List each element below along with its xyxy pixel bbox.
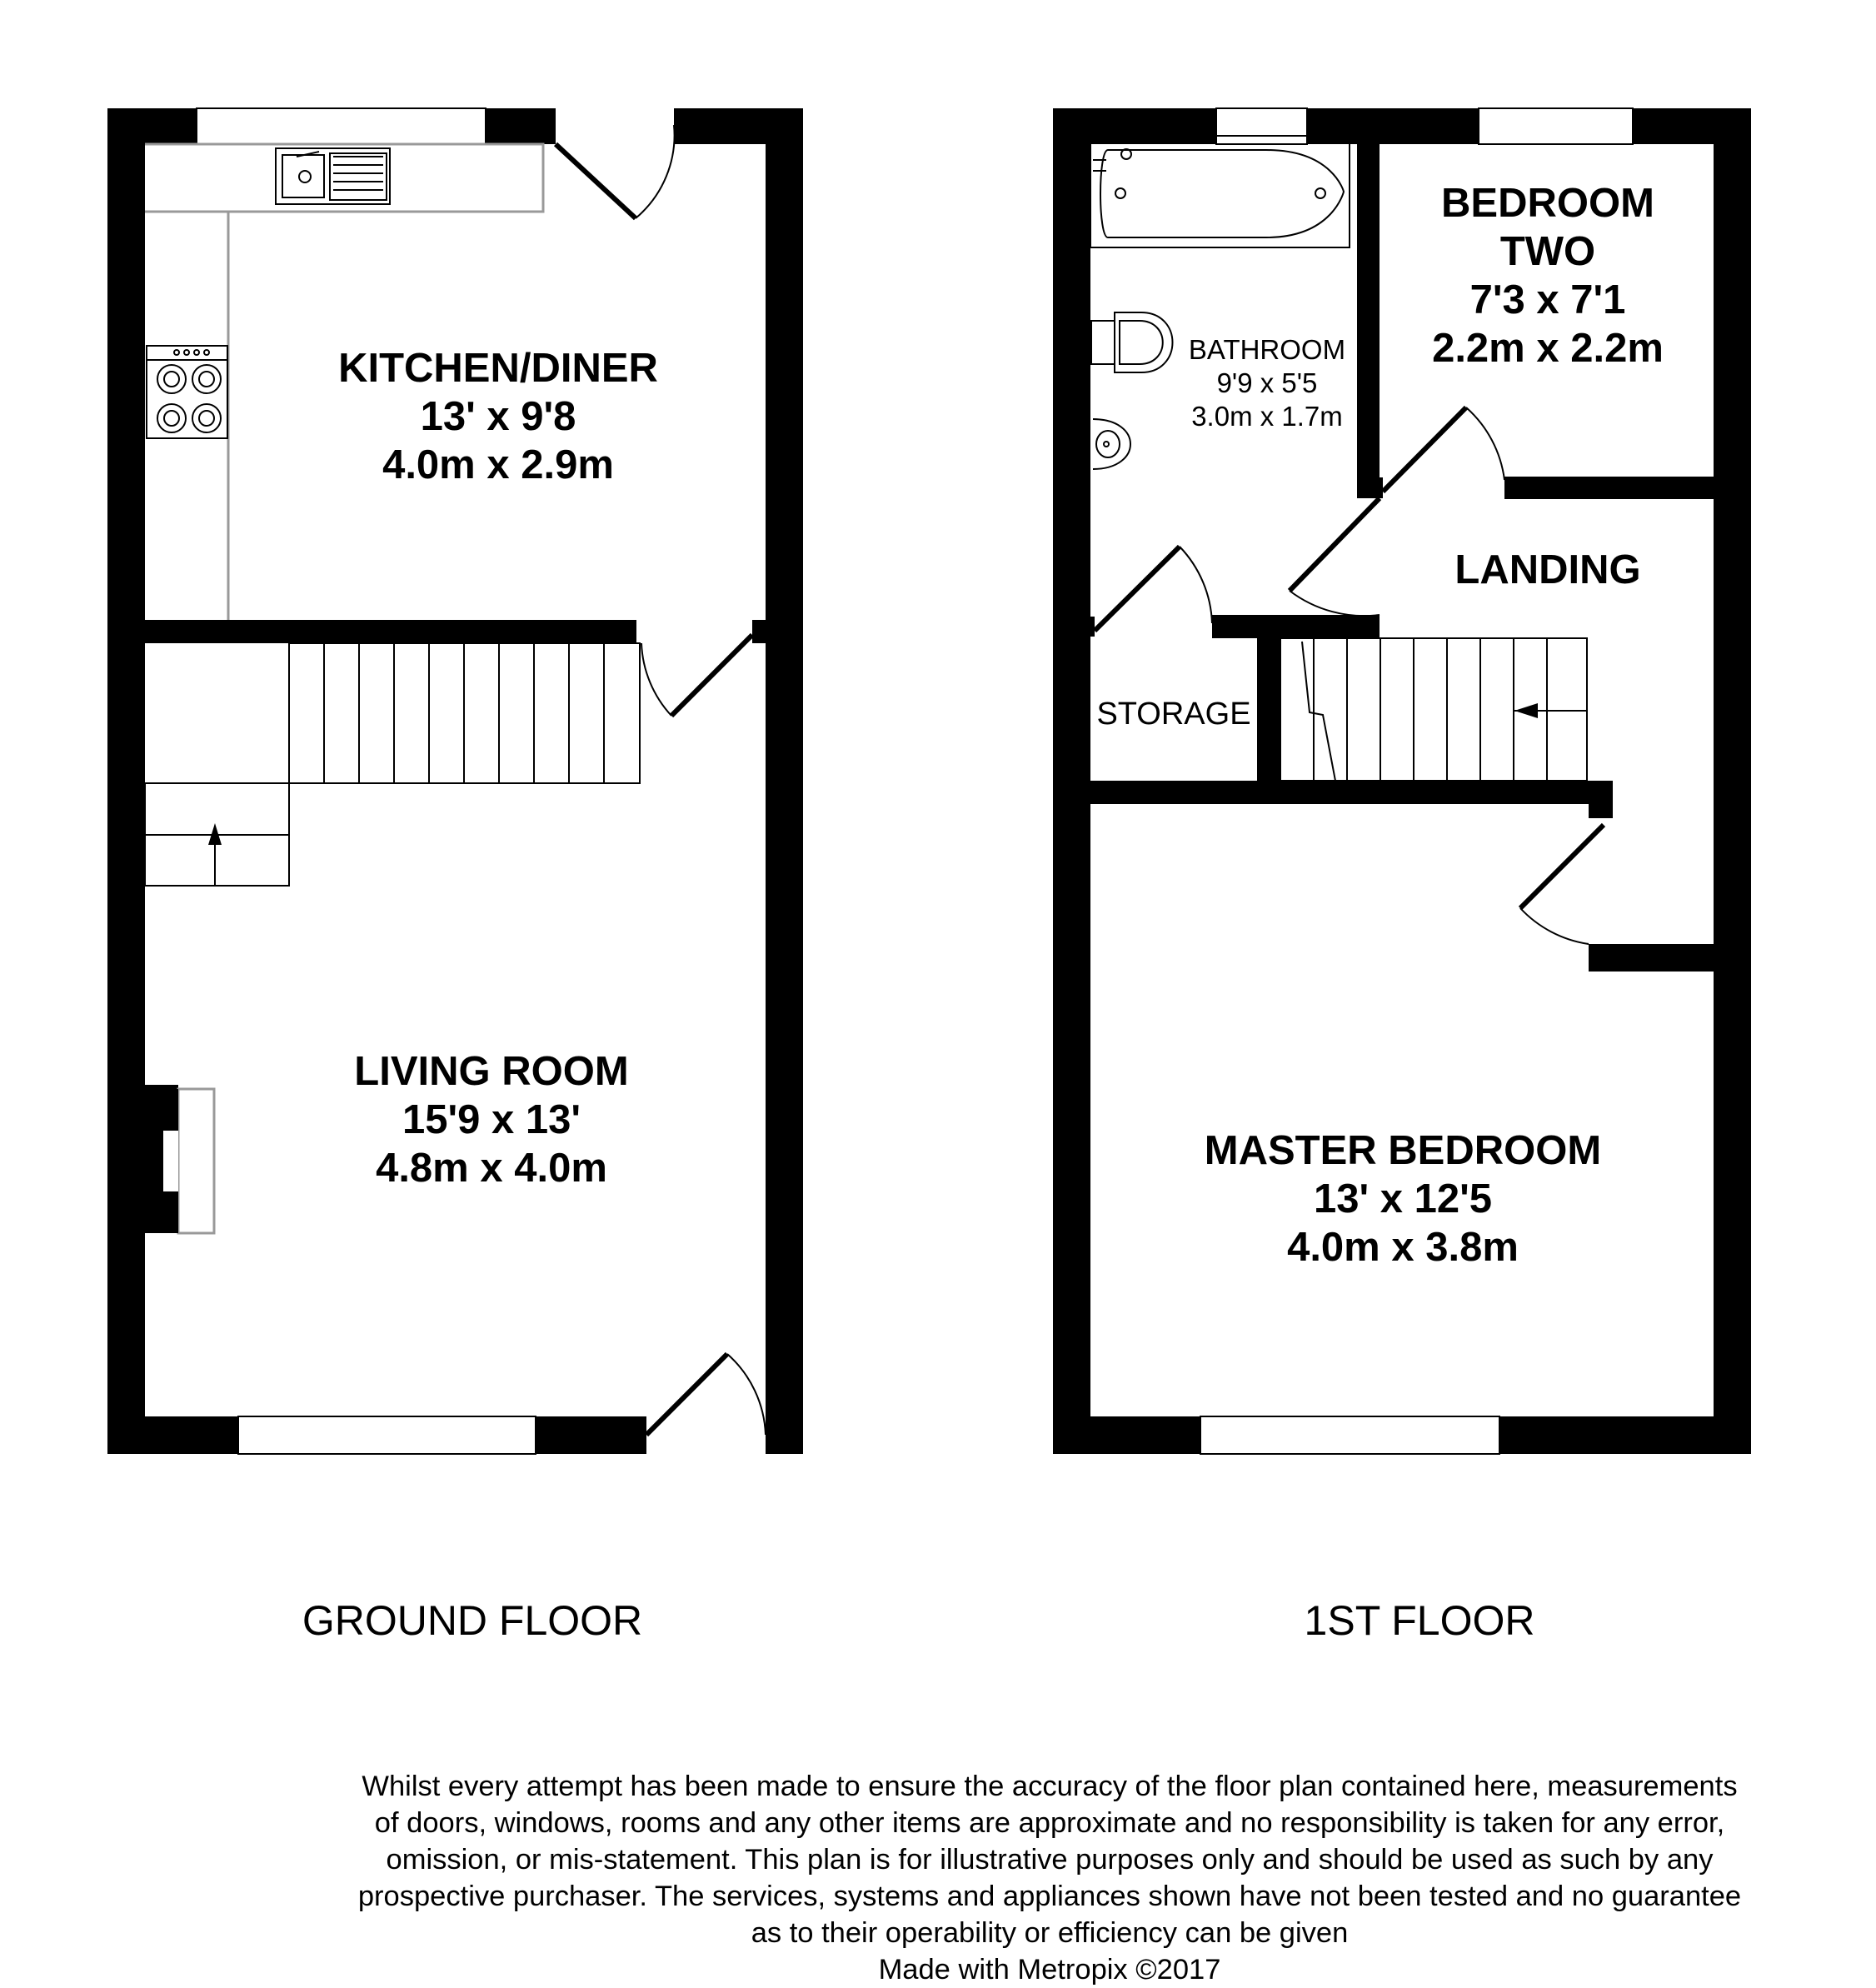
fireplace-icon [178, 1089, 214, 1233]
bedroom-two-window [1479, 108, 1633, 144]
kitchen-window [197, 108, 486, 144]
bedroom-two-door-icon [1383, 407, 1504, 492]
bathroom-window [1216, 108, 1307, 144]
master-bedroom-metric: 4.0m x 3.8m [1287, 1225, 1519, 1270]
disclaimer [267, 1768, 1833, 1988]
kitchen-door-icon [556, 125, 675, 218]
bedroom-two-metric: 2.2m x 2.2m [1432, 326, 1664, 371]
bedroom-two-name-line2: TWO [1499, 229, 1596, 274]
toilet-icon [1091, 312, 1173, 372]
master-bedroom-window [1200, 1416, 1499, 1454]
kitchen-name: KITCHEN/DINER [338, 346, 658, 391]
living-room-imperial: 15'9 x 13' [402, 1097, 581, 1142]
living-room-metric: 4.8m x 4.0m [376, 1146, 607, 1191]
master-bedroom-door-icon [1520, 825, 1604, 944]
first-floor-staircase [1280, 638, 1587, 781]
disclaimer-line: prospective purchaser. The services, systems and appliances shown have not been tested and no guarantee [357, 1881, 1742, 1912]
basin-icon [1093, 419, 1130, 469]
kitchen-metric: 4.0m x 2.9m [382, 442, 614, 487]
front-door-icon [646, 1354, 766, 1435]
landing-name: LANDING [1454, 547, 1641, 592]
bedroom-two-name-line1: BEDROOM [1441, 181, 1654, 226]
storage-door-icon [1095, 547, 1212, 631]
chimney-breast [145, 1089, 178, 1233]
first-floor-title: 1ST FLOOR [1304, 1597, 1535, 1644]
disclaimer-line: omission, or mis-statement. This plan is for illustrative purposes only and should be used as such by any [386, 1844, 1714, 1876]
metropix-credit: Made with Metropix ©2017 [878, 1954, 1221, 1986]
bathroom-metric: 3.0m x 1.7m [1191, 401, 1343, 432]
ground-floor-windows [197, 108, 536, 1454]
master-bedroom-name: MASTER BEDROOM [1204, 1128, 1602, 1173]
kitchen-imperial: 13' x 9'8 [420, 394, 576, 439]
living-room-name: LIVING ROOM [354, 1049, 629, 1094]
bathroom-name: BATHROOM [1188, 334, 1346, 365]
bedroom-two-imperial: 7'3 x 7'1 [1469, 277, 1626, 322]
storage-name: STORAGE [1096, 697, 1251, 732]
disclaimer-line: of doors, windows, rooms and any other items are approximate and no responsibility is taken for any error, [374, 1807, 1725, 1839]
master-bedroom-imperial: 13' x 12'5 [1313, 1176, 1493, 1221]
ground-floor-plan [107, 108, 803, 1454]
living-room-window [238, 1416, 536, 1454]
disclaimer-line: Whilst every attempt has been made to ensure the accuracy of the floor plan contained here, measurements [362, 1771, 1738, 1802]
disclaimer-line: as to their operability or efficiency can be given [751, 1917, 1349, 1949]
sink-icon [276, 148, 390, 204]
ground-floor-walls [107, 108, 803, 1454]
living-room-door-icon [641, 635, 752, 716]
bath-icon [1090, 136, 1350, 247]
stairs-down-arrow-icon [1514, 703, 1538, 718]
ground-floor-title: GROUND FLOOR [302, 1597, 643, 1644]
bathroom-imperial: 9'9 x 5'5 [1216, 367, 1318, 398]
bathroom-door-icon [1290, 498, 1380, 616]
ground-floor-staircase [145, 643, 640, 886]
hob-icon [147, 346, 227, 438]
